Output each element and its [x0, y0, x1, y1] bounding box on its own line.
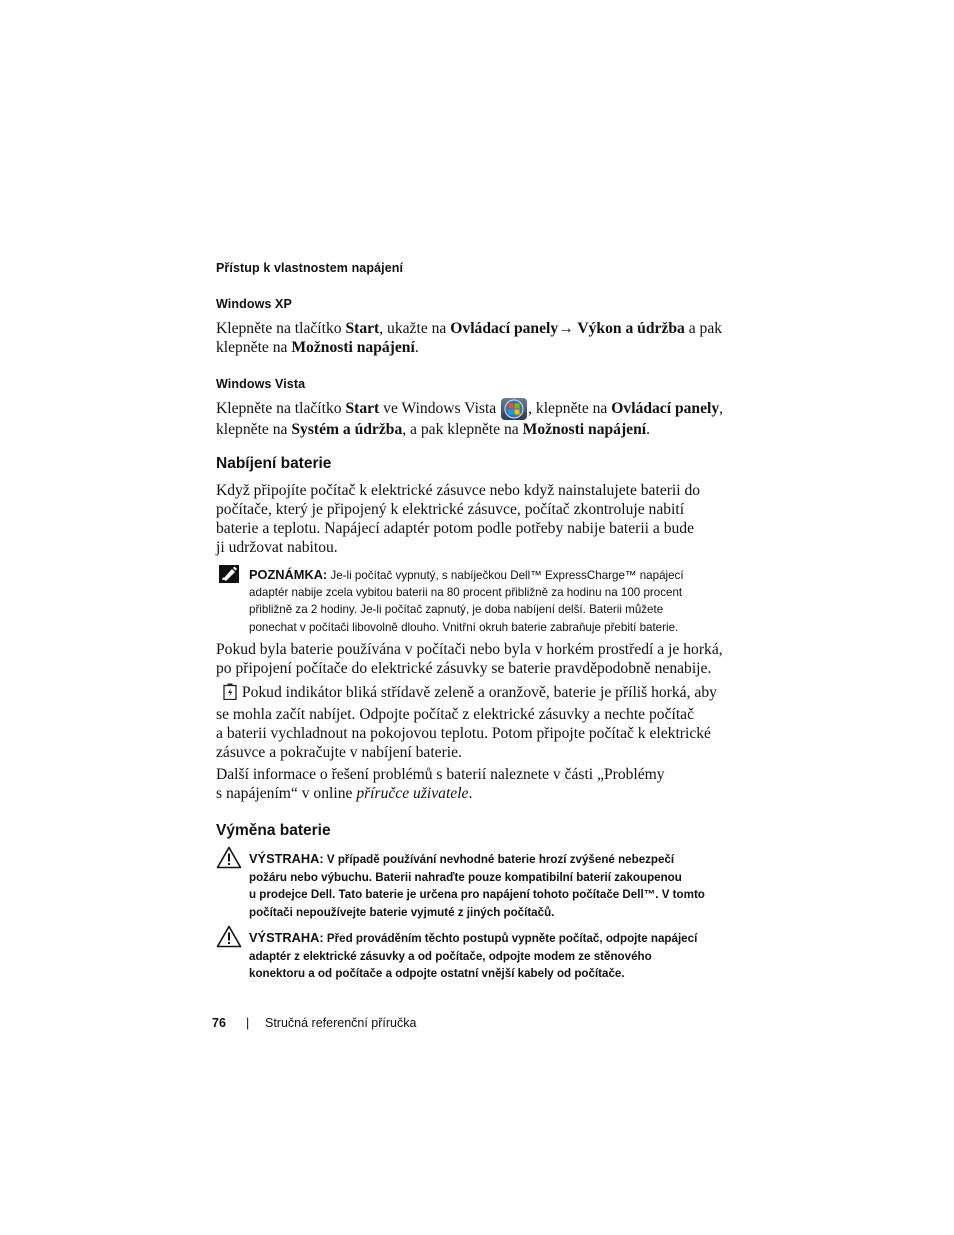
warning-triangle-icon: [216, 846, 242, 874]
footer-separator: |: [246, 1016, 250, 1030]
windows-start-orb-icon: [501, 398, 527, 420]
charging-paragraph-2: Pokud byla baterie používána v počítači nebo byla v horkém prostředí a je horká, po připojení počítače do elektrické zásuvky se baterie pravděpodobně nenabije.: [216, 641, 723, 677]
warning-label: VÝSTRAHA:: [249, 851, 324, 866]
note-label: POZNÁMKA:: [249, 567, 328, 582]
footer-title: Stručná referenční příručka: [265, 1016, 417, 1030]
warning-label: VÝSTRAHA:: [249, 930, 324, 945]
user-guide-reference: příručce uživatele: [356, 785, 469, 802]
charging-heading: Nabíjení baterie: [216, 455, 332, 472]
windows-xp-instructions: Klepněte na tlačítko Start, ukažte na Ovládací panely→ Výkon a údržba a pak klepněte na Možnosti napájení.: [216, 320, 723, 356]
windows-vista-heading: Windows Vista: [216, 377, 306, 391]
battery-indicator-icon: [216, 683, 238, 705]
warning-block-2: VÝSTRAHA: Před prováděním těchto postupů vypněte počítač, odpojte napájecí adaptér z elektrické zásuvky a od počítače, odpojte modem ze stěnového konektoru a od počítače a odpojte ostatní vnější kabely od počítače.: [249, 930, 698, 980]
charging-paragraph-3: Pokud indikátor bliká střídavě zeleně a oranžově, baterie je příliš horká, aby se mohla začít nabíjet. Odpojte počítač z elektrické zásuvky a nechte počítač a baterii vychladnout na pokojovou teplotu. Potom připojte počítač k elektrické zásuvce a pokračujte v nabíjení baterie.: [216, 684, 717, 761]
warning-triangle-icon: [216, 925, 242, 953]
charging-paragraph-4: Další informace o řešení problémů s baterií naleznete v části „Problémy s napájením“ v online příručce uživatele.: [216, 766, 665, 802]
windows-vista-instructions: Klepněte na tlačítko Start ve Windows Vista , klepněte na Ovládací panely, klepněte na Systém a údržba, a pak klepněte na Možnosti napájení.: [216, 400, 724, 438]
warning-block-1: VÝSTRAHA: V případě používání nevhodné baterie hrozí zvýšené nebezpečí požáru nebo výbuchu. Baterii nahraďte pouze kompatibilní baterií zakoupenou u prodejce Dell. Tato baterie je určena pro napájení tohoto počítače Dell™. V tomto počítači nepoužívejte baterie vyjmuté z jiných počítačů.: [249, 851, 705, 919]
charging-paragraph-1: Když připojíte počítač k elektrické zásuvce nebo když nainstalujete baterii do počítače, který je připojený k elektrické zásuvce, počítač zkontroluje nabití baterie a teplotu. Napájecí adaptér potom podle potřeby nabije baterii a bude ji udržovat nabitou.: [216, 482, 701, 556]
power-properties-heading: Přístup k vlastnostem napájení: [216, 261, 404, 275]
note-pencil-icon: [218, 564, 240, 589]
page-number: 76: [212, 1016, 226, 1030]
replace-battery-heading: Výměna baterie: [216, 822, 331, 839]
note-block: POZNÁMKA: Je-li počítač vypnutý, s nabíječkou Dell™ ExpressCharge™ napájecí adaptér nabije zcela vybitou baterii na 80 procent přibližně za hodinu na 100 procent přibližně za 2 hodiny. Je-li počítač zapnutý, je doba nabíjení delší. Baterii můžete ponechat v počítači libovolně dlouho. Vnitřní okruh baterie zabraňuje přebití baterie.: [249, 567, 684, 634]
windows-xp-heading: Windows XP: [216, 297, 292, 311]
